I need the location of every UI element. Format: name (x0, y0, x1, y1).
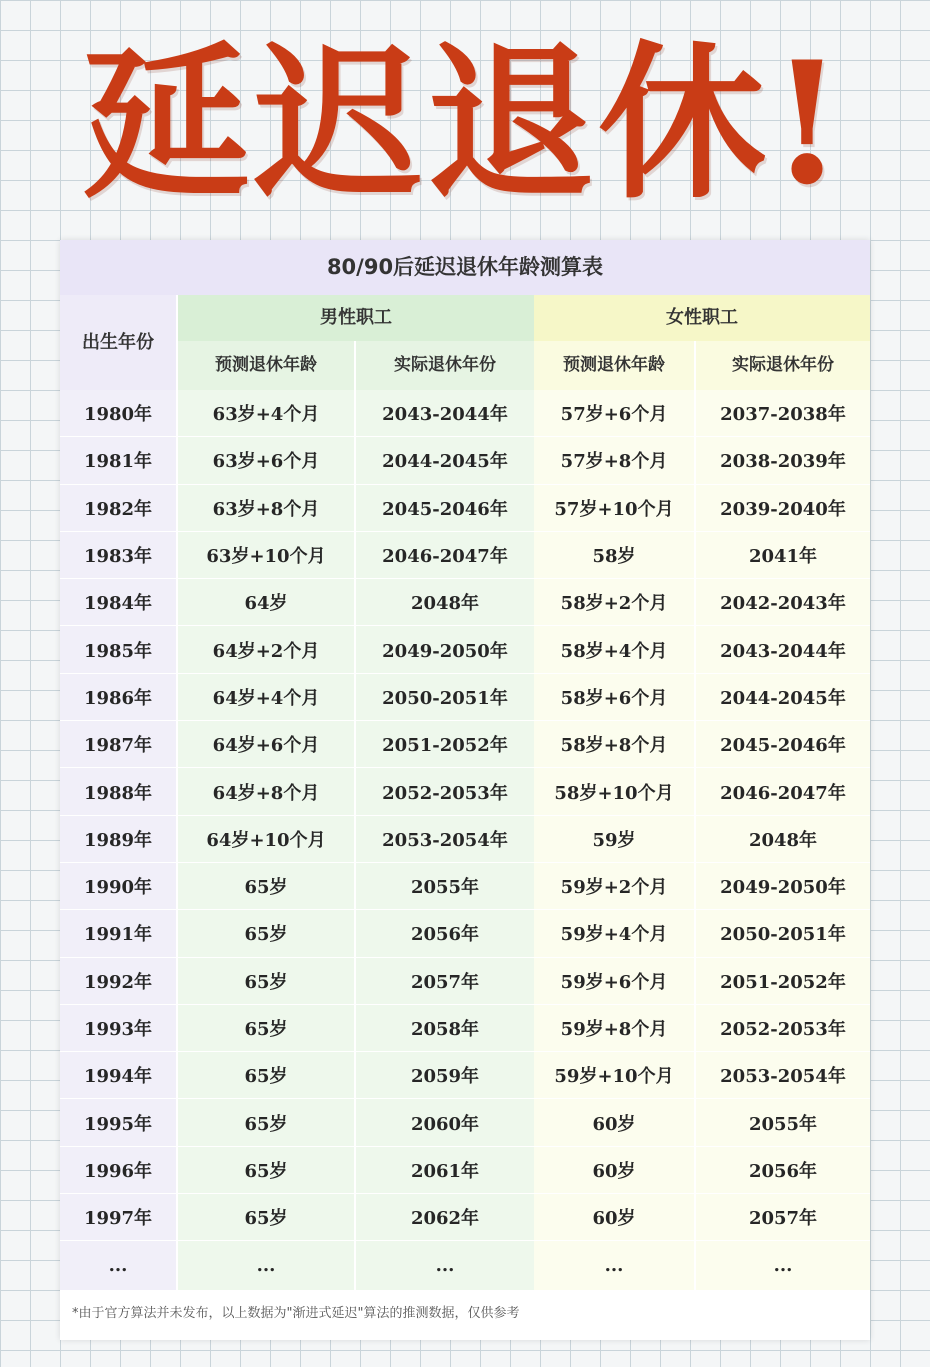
male-retirement-age-cell: 64岁+4个月 (178, 674, 356, 721)
female-retirement-year-cell: 2045-2046年 (696, 721, 870, 768)
birth-year-cell: 1982年 (60, 485, 178, 532)
female-retirement-year-cell: 2053-2054年 (696, 1052, 870, 1099)
female-retirement-age-cell: 60岁 (534, 1099, 696, 1146)
male-retirement-year-cell: 2046-2047年 (356, 532, 534, 579)
table-row (60, 863, 870, 910)
table-row (60, 1052, 870, 1099)
table-row (60, 1241, 870, 1291)
male-retirement-year-cell: 2060年 (356, 1099, 534, 1146)
female-retirement-age-cell: 59岁 (534, 816, 696, 863)
birth-year-cell: 1988年 (60, 768, 178, 815)
table-title: 80/90后延迟退休年龄测算表 (60, 240, 870, 295)
birth-year-cell: 1996年 (60, 1147, 178, 1194)
male-retirement-age-cell: 64岁 (178, 579, 356, 626)
female-retirement-year-cell: 2037-2038年 (696, 390, 870, 437)
female-retirement-year-cell: 2049-2050年 (696, 863, 870, 910)
female-retirement-age-cell: 59岁+4个月 (534, 910, 696, 957)
female-retirement-age-cell: 57岁+6个月 (534, 390, 696, 437)
female-retirement-age-cell: 59岁+6个月 (534, 958, 696, 1005)
female-retirement-year-cell: 2046-2047年 (696, 768, 870, 815)
birth-year-cell: 1997年 (60, 1194, 178, 1241)
birth-year-cell: 1992年 (60, 958, 178, 1005)
male-retirement-year-cell: 2056年 (356, 910, 534, 957)
female-retirement-age-cell: 58岁+6个月 (534, 674, 696, 721)
headline-title: 延迟退休! (82, 24, 848, 222)
female-retirement-age-cell: 57岁+10个月 (534, 485, 696, 532)
male-retirement-year-cell: 2053-2054年 (356, 816, 534, 863)
female-retirement-year-cell: 2044-2045年 (696, 674, 870, 721)
female-retirement-year-cell: 2048年 (696, 816, 870, 863)
female-retirement-year-cell: 2050-2051年 (696, 910, 870, 957)
male-retirement-age-cell: 65岁 (178, 1005, 356, 1052)
female-retirement-year-cell: ... (696, 1241, 870, 1291)
female-retirement-year-cell: 2052-2053年 (696, 1005, 870, 1052)
birth-year-cell: 1990年 (60, 863, 178, 910)
table-row (60, 816, 870, 863)
male-retirement-year-cell: 2052-2053年 (356, 768, 534, 815)
female-retirement-year-cell: 2056年 (696, 1147, 870, 1194)
table-row (60, 485, 870, 532)
male-age-header: 预测退休年龄 (178, 341, 356, 390)
male-workers-header: 男性职工 (178, 295, 534, 341)
female-retirement-age-cell: 59岁+8个月 (534, 1005, 696, 1052)
female-retirement-age-cell: 58岁+10个月 (534, 768, 696, 815)
birth-year-cell: 1981年 (60, 437, 178, 484)
birth-year-cell: 1989年 (60, 816, 178, 863)
table-row (60, 910, 870, 957)
male-retirement-age-cell: 65岁 (178, 1052, 356, 1099)
male-year-header: 实际退休年份 (356, 341, 534, 390)
table-body (60, 390, 870, 1291)
birth-year-cell: 1985年 (60, 626, 178, 673)
female-retirement-age-cell: 58岁+4个月 (534, 626, 696, 673)
male-retirement-year-cell: 2055年 (356, 863, 534, 910)
male-retirement-age-cell: 64岁+8个月 (178, 768, 356, 815)
table-row (60, 1099, 870, 1146)
female-retirement-age-cell: 60岁 (534, 1194, 696, 1241)
female-retirement-year-cell: 2055年 (696, 1099, 870, 1146)
male-retirement-age-cell: 65岁 (178, 958, 356, 1005)
male-retirement-year-cell: ... (356, 1241, 534, 1291)
female-retirement-age-cell: 58岁+8个月 (534, 721, 696, 768)
female-retirement-year-cell: 2038-2039年 (696, 437, 870, 484)
male-retirement-age-cell: 65岁 (178, 1194, 356, 1241)
male-retirement-age-cell: ... (178, 1241, 356, 1291)
female-retirement-age-cell: ... (534, 1241, 696, 1291)
male-retirement-age-cell: 64岁+2个月 (178, 626, 356, 673)
male-retirement-age-cell: 65岁 (178, 910, 356, 957)
table-row (60, 674, 870, 721)
table-row (60, 390, 870, 437)
birth-year-cell: 1986年 (60, 674, 178, 721)
table-row (60, 1147, 870, 1194)
female-retirement-year-cell: 2042-2043年 (696, 579, 870, 626)
male-retirement-year-cell: 2057年 (356, 958, 534, 1005)
table-row (60, 532, 870, 579)
male-retirement-age-cell: 64岁+10个月 (178, 816, 356, 863)
table-row (60, 1194, 870, 1241)
birth-year-cell: 1991年 (60, 910, 178, 957)
birth-year-cell: 1994年 (60, 1052, 178, 1099)
female-retirement-age-cell: 57岁+8个月 (534, 437, 696, 484)
male-retirement-year-cell: 2044-2045年 (356, 437, 534, 484)
birth-year-cell: 1980年 (60, 390, 178, 437)
birth-year-cell: 1987年 (60, 721, 178, 768)
female-retirement-year-cell: 2041年 (696, 532, 870, 579)
female-retirement-year-cell: 2039-2040年 (696, 485, 870, 532)
female-retirement-age-cell: 59岁+2个月 (534, 863, 696, 910)
male-retirement-age-cell: 63岁+10个月 (178, 532, 356, 579)
female-retirement-year-cell: 2057年 (696, 1194, 870, 1241)
male-retirement-year-cell: 2045-2046年 (356, 485, 534, 532)
birth-year-cell: 1995年 (60, 1099, 178, 1146)
male-retirement-year-cell: 2061年 (356, 1147, 534, 1194)
footnote: *由于官方算法并未发布，以上数据为"渐进式延迟"算法的推测数据，仅供参考 (72, 1306, 520, 1321)
female-age-header: 预测退休年龄 (534, 341, 696, 390)
male-retirement-year-cell: 2048年 (356, 579, 534, 626)
male-retirement-age-cell: 63岁+8个月 (178, 485, 356, 532)
female-retirement-year-cell: 2051-2052年 (696, 958, 870, 1005)
table-row (60, 768, 870, 815)
table-row (60, 437, 870, 484)
male-retirement-year-cell: 2043-2044年 (356, 390, 534, 437)
female-retirement-year-cell: 2043-2044年 (696, 626, 870, 673)
table-row (60, 579, 870, 626)
male-retirement-year-cell: 2058年 (356, 1005, 534, 1052)
retirement-table-card (60, 240, 870, 1340)
table-row (60, 721, 870, 768)
male-retirement-age-cell: 63岁+4个月 (178, 390, 356, 437)
male-retirement-age-cell: 65岁 (178, 1147, 356, 1194)
male-retirement-age-cell: 65岁 (178, 863, 356, 910)
female-workers-header: 女性职工 (534, 295, 870, 341)
birth-year-header: 出生年份 (60, 295, 178, 390)
male-retirement-age-cell: 63岁+6个月 (178, 437, 356, 484)
birth-year-cell: 1983年 (60, 532, 178, 579)
male-retirement-age-cell: 65岁 (178, 1099, 356, 1146)
birth-year-cell: ... (60, 1241, 178, 1291)
table-row (60, 1005, 870, 1052)
female-year-header: 实际退休年份 (696, 341, 870, 390)
male-retirement-year-cell: 2050-2051年 (356, 674, 534, 721)
table-row (60, 626, 870, 673)
birth-year-cell: 1984年 (60, 579, 178, 626)
male-retirement-year-cell: 2062年 (356, 1194, 534, 1241)
female-retirement-age-cell: 59岁+10个月 (534, 1052, 696, 1099)
table-row (60, 958, 870, 1005)
female-retirement-age-cell: 58岁 (534, 532, 696, 579)
male-retirement-age-cell: 64岁+6个月 (178, 721, 356, 768)
female-retirement-age-cell: 60岁 (534, 1147, 696, 1194)
female-retirement-age-cell: 58岁+2个月 (534, 579, 696, 626)
male-retirement-year-cell: 2059年 (356, 1052, 534, 1099)
male-retirement-year-cell: 2051-2052年 (356, 721, 534, 768)
male-retirement-year-cell: 2049-2050年 (356, 626, 534, 673)
birth-year-cell: 1993年 (60, 1005, 178, 1052)
